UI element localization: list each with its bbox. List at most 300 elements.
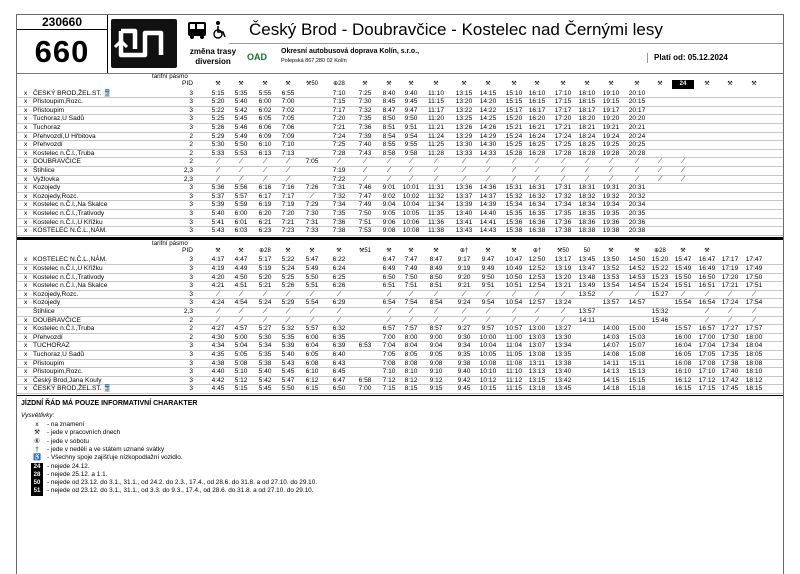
bottom-symbol-header	[17, 247, 783, 256]
vehicle-icons	[187, 19, 237, 41]
departure-time: 6:10	[305, 368, 319, 376]
tariff-zone: 3	[189, 218, 193, 226]
departure-time: 6:19	[258, 201, 272, 209]
departure-time: 4:45	[211, 385, 225, 393]
departure-time: 17:36	[554, 218, 572, 226]
departure-time: 20:21	[628, 124, 646, 131]
section-divider	[17, 237, 783, 240]
stop-name: DOUBRAVČICE	[33, 158, 81, 166]
departure-time: 19:20	[602, 115, 620, 123]
departure-time: 13:34	[554, 342, 572, 350]
departure-time: 5:08	[234, 359, 248, 367]
departure-time: 5:35	[281, 333, 295, 341]
departure-time: 6:25	[332, 273, 346, 281]
departure-time: 6:45	[332, 368, 346, 376]
departure-time: 4:49	[234, 265, 248, 272]
departure-time: 15:13	[628, 368, 646, 376]
request-stop-mark: x	[24, 256, 28, 264]
departure-time: 6:12	[305, 376, 319, 384]
departure-time: 13:13	[528, 368, 546, 376]
top-day-symbol: ⚒	[634, 81, 640, 87]
bottom-day-symbol: 50	[583, 247, 591, 254]
departure-time: 11:31	[427, 184, 444, 192]
route-title: Český Brod - Doubravčice - Kostelec nad Černými lesy	[249, 20, 663, 39]
departure-time: 15:27	[651, 290, 669, 298]
tariff-zone: 3	[189, 376, 193, 384]
departure-time: 13:15	[528, 376, 546, 384]
departure-time: ⟋	[285, 290, 291, 298]
departure-time: 17:15	[554, 98, 572, 106]
request-stop-mark: x	[24, 325, 28, 333]
header-bottom-rule	[17, 73, 783, 74]
departure-time: 14:57	[628, 299, 646, 307]
departure-time: 20:17	[628, 106, 646, 114]
departure-time: 14:30	[479, 141, 497, 149]
departure-time: 9:58	[404, 149, 418, 157]
departure-time: 18:15	[578, 98, 596, 106]
departure-time: 16:50	[698, 273, 716, 281]
legend-text: - jede v sobotu	[47, 437, 89, 445]
departure-time: ⟋	[680, 167, 686, 174]
departure-time: 16:32	[528, 192, 546, 200]
departure-time: ⟋	[560, 290, 566, 298]
legend-mark: 24	[31, 463, 43, 471]
departure-time: 13:39	[455, 201, 473, 209]
stop-name: Kostelec n.Č.l.,Truba	[33, 149, 95, 157]
departure-time: 7:25	[332, 141, 346, 149]
departure-time: ⟋	[511, 316, 517, 324]
departure-time: 4:42	[211, 376, 225, 384]
departure-time: 11:34	[427, 201, 444, 209]
legend-mark: x	[35, 421, 39, 428]
stop-name: Tuchoraz	[33, 124, 61, 131]
departure-time: 9:38	[457, 359, 471, 367]
departure-time: 13:24	[554, 299, 572, 307]
bottom-day-symbol: ⚒	[511, 247, 517, 254]
top-zone-label: tarifní pásmo	[152, 73, 188, 80]
departure-time: 9:20	[457, 273, 471, 281]
departure-time: 7:09	[281, 132, 295, 140]
departure-time: 7:17	[332, 106, 346, 114]
departure-time: 17:10	[554, 89, 572, 97]
legend-text: - Všechny spoje zajišťuje nízkopodlažní vozidlo.	[47, 454, 183, 462]
departure-time: 10:04	[402, 201, 420, 209]
departure-time: 9:10	[429, 368, 443, 376]
departure-time: ⟋	[309, 192, 315, 200]
departure-time: 16:05	[674, 351, 692, 358]
legend-mark: ♿	[33, 454, 41, 462]
departure-time: 16:34	[528, 201, 546, 209]
top-day-symbol: ⚒	[657, 81, 663, 87]
departure-time: 7:32	[358, 106, 372, 114]
departure-time: 6:08	[305, 359, 319, 367]
top-table-row	[17, 210, 783, 219]
departure-time: 13:50	[602, 256, 620, 264]
departure-time: 15:36	[505, 218, 523, 226]
departure-time: 11:35	[427, 210, 444, 217]
departure-time: 6:02	[258, 106, 272, 114]
departure-time: 11:00	[505, 333, 522, 341]
top-day-symbol: ⚒50	[305, 81, 319, 87]
departure-time: 7:00	[281, 98, 295, 106]
legend-text: - nejede 25.12. a 1.1.	[47, 470, 108, 478]
tariff-zone: 3	[189, 265, 193, 272]
departure-time: 5:25	[281, 273, 295, 281]
bottom-day-symbol: ⊕†	[459, 247, 469, 254]
departure-time: 19:17	[602, 106, 620, 114]
departure-time: 8:57	[429, 325, 443, 333]
departure-time: 17:40	[721, 368, 739, 376]
departure-time: 7:53	[358, 227, 372, 235]
departure-time: 4:27	[211, 325, 225, 333]
departure-time: 6:03	[234, 227, 248, 235]
legend-item	[31, 454, 183, 462]
departure-time: 13:47	[578, 265, 596, 272]
departure-time: 11:15	[505, 385, 522, 393]
departure-time: 8:40	[382, 89, 396, 97]
departure-time: ⟋	[511, 175, 517, 183]
departure-time: 6:40	[332, 351, 346, 358]
departure-time: 16:15	[674, 385, 692, 393]
departure-time: 17:24	[554, 132, 572, 140]
top-table-row	[17, 115, 783, 124]
departure-time: 10:04	[479, 342, 497, 350]
departure-time: 8:51	[382, 124, 396, 131]
stop-name: Vyžlovka	[33, 175, 60, 183]
departure-time: 9:04	[429, 342, 443, 350]
departure-time: 5:59	[234, 201, 248, 209]
bottom-table-row	[17, 256, 783, 265]
wheelchair-icon	[214, 21, 225, 38]
departure-time: 19:10	[602, 89, 620, 97]
departure-time: 9:08	[429, 359, 443, 367]
departure-time: 5:54	[305, 299, 319, 307]
departure-time: 7:36	[358, 124, 372, 131]
operator-name: Okresní autobusová doprava Kolín, s.r.o.,	[281, 48, 420, 55]
departure-time: 18:21	[578, 124, 596, 131]
departure-time: 6:50	[382, 273, 396, 281]
departure-time: 7:35	[332, 210, 346, 217]
tariff-zone: 3	[189, 299, 193, 307]
bottom-table-row	[17, 299, 783, 308]
departure-time: 19:36	[602, 218, 620, 226]
departure-time: 15:49	[674, 265, 692, 272]
departure-time: 20:24	[628, 132, 646, 140]
departure-time: 7:33	[305, 227, 319, 235]
departure-time: 7:29	[305, 201, 319, 209]
departure-time: ⟋	[215, 290, 221, 298]
legend-item	[31, 429, 120, 437]
legend-title: Vysvětlivky:	[21, 412, 55, 419]
departure-time: 17:35	[554, 210, 572, 217]
departure-time: ⟋	[336, 316, 342, 324]
departure-time: 12:57	[528, 299, 546, 307]
departure-time: 16:20	[528, 115, 546, 123]
tariff-zone: 3	[189, 106, 193, 114]
departure-time: ⟋	[485, 308, 491, 315]
departure-time: 5:42	[258, 376, 272, 384]
departure-time: 18:12	[745, 376, 763, 384]
departure-time: 9:50	[481, 273, 495, 281]
top-day-symbol: ⚒	[362, 81, 368, 87]
top-day-symbol: ⚒	[408, 81, 414, 87]
departure-time: 14:11	[578, 316, 595, 324]
departure-time: 5:40	[281, 351, 295, 358]
section-divider	[17, 395, 783, 396]
departure-time: ⟋	[461, 316, 467, 324]
departure-time: 11:12	[505, 376, 522, 384]
departure-time: 5:05	[234, 351, 248, 358]
tariff-zone: 3	[189, 210, 193, 217]
departure-time: 13:35	[554, 351, 572, 358]
legend-item	[31, 438, 89, 446]
departure-time: 11:25	[427, 141, 444, 149]
departure-time: 11:20	[427, 115, 444, 123]
departure-time: 7:26	[305, 184, 319, 192]
departure-time: 9:54	[404, 132, 418, 140]
departure-time: 7:51	[358, 218, 372, 226]
stop-name: Kostelec n.Č.l.,U Křížku	[33, 265, 103, 272]
departure-time: 19:24	[602, 132, 620, 140]
departure-time: 8:45	[382, 98, 396, 106]
departure-time: 13:41	[455, 218, 473, 226]
departure-time: 13:20	[455, 98, 473, 106]
bottom-table-row	[17, 274, 783, 283]
legend-item	[31, 487, 314, 495]
departure-time: 6:26	[332, 282, 346, 290]
departure-time: 5:24	[258, 299, 272, 307]
departure-time: 7:46	[358, 184, 372, 192]
stop-name: Kostelec n.Č.l.,Trativody	[33, 273, 105, 281]
stop-name: Kozojedy	[33, 299, 61, 307]
request-stop-mark: x	[24, 192, 28, 200]
departure-time: 20:34	[628, 201, 646, 209]
departure-time: 7:20	[332, 115, 346, 123]
departure-time: 9:51	[481, 282, 495, 290]
departure-time: 5:50	[305, 273, 319, 281]
departure-time: 17:19	[721, 265, 739, 272]
tariff-zone: 3	[189, 256, 193, 264]
departure-time: 5:24	[281, 265, 295, 272]
departure-time: ⟋	[433, 316, 439, 324]
departure-time: ⟋	[485, 158, 491, 166]
departure-time: 7:06	[281, 124, 295, 131]
departure-time: ⟋	[285, 316, 291, 324]
departure-time: 7:30	[305, 210, 319, 217]
departure-time: 13:27	[554, 325, 572, 333]
request-stop-mark: x	[24, 167, 28, 174]
departure-time: 16:47	[698, 256, 716, 264]
request-stop-mark: x	[24, 132, 28, 140]
departure-time: ⟋	[560, 175, 566, 183]
tariff-zone: 3	[189, 98, 193, 106]
departure-time: ⟋	[215, 175, 221, 183]
departure-time: 5:41	[211, 218, 225, 226]
departure-time: 19:21	[602, 124, 620, 131]
departure-time: 7:05	[281, 115, 295, 123]
departure-time: 17:51	[745, 282, 763, 290]
top-table-row	[17, 150, 783, 159]
departure-time: 17:12	[698, 376, 716, 384]
departure-time: 6:17	[258, 192, 272, 200]
departure-time: ⟋	[238, 167, 244, 174]
departure-time: 7:10	[281, 141, 295, 149]
bottom-table-row	[17, 368, 783, 377]
departure-time: 13:00	[528, 325, 546, 333]
departure-time: ⟋	[534, 316, 540, 324]
departure-time: 13:07	[528, 342, 546, 350]
departure-time: 18:15	[745, 385, 763, 393]
departure-time: 14:00	[602, 325, 620, 333]
request-stop-mark: x	[24, 210, 28, 217]
departure-time: 5:43	[281, 359, 295, 367]
departure-time: 13:21	[554, 282, 572, 290]
bottom-day-symbol: ⚒50	[556, 247, 570, 254]
stop-name: ČESKÝ BROD,ŽEL.ST. 🚆	[33, 89, 112, 97]
departure-time: 7:20	[281, 210, 295, 217]
legend-text: - na znamení	[47, 421, 85, 428]
departure-time: 19:25	[602, 141, 620, 149]
departure-time: 7:28	[332, 149, 346, 157]
departure-time: 9:30	[457, 333, 471, 341]
departure-time: ⟋	[362, 167, 368, 174]
departure-time: ⟋	[680, 175, 686, 183]
stop-name: Tuchoraz,U Sadů	[33, 115, 85, 123]
tariff-zone: 3	[189, 184, 193, 192]
departure-time: 5:50	[234, 141, 248, 149]
departure-time: ⟋	[634, 167, 640, 174]
departure-time: ⟋	[433, 290, 439, 298]
departure-time: ⟋	[238, 158, 244, 166]
departure-time: 9:57	[481, 325, 495, 333]
bottom-day-symbol: ⚒	[608, 247, 614, 254]
departure-time: 5:04	[234, 342, 248, 350]
stop-name: Kozojedy	[33, 184, 61, 192]
departure-time: 13:40	[455, 210, 473, 217]
request-stop-mark: x	[24, 124, 28, 131]
departure-time: ⟋	[386, 290, 392, 298]
departure-time: 18:10	[745, 368, 763, 376]
request-stop-mark: x	[24, 115, 28, 123]
top-day-symbol: ⚒	[511, 81, 517, 87]
departure-time: 4:24	[211, 299, 225, 307]
departure-time: 5:00	[234, 333, 248, 341]
departure-time: 9:05	[429, 351, 443, 358]
departure-time: 5:46	[234, 124, 248, 131]
departure-time: 5:27	[258, 325, 272, 333]
departure-time: 7:47	[358, 192, 372, 200]
request-stop-mark: x	[24, 98, 28, 106]
departure-time: 17:10	[698, 368, 716, 376]
stop-name: Kostelec n.Č.l.,Na Skalce	[33, 201, 108, 209]
departure-time: 9:27	[457, 325, 471, 333]
departure-time: 12:53	[528, 273, 546, 281]
departure-time: 14:08	[602, 351, 620, 358]
bottom-day-symbol: ⚒	[285, 247, 291, 254]
departure-time: 15:28	[505, 149, 523, 157]
stop-name: Přehvozdí	[33, 141, 63, 149]
departure-time: 6:51	[382, 282, 396, 290]
departure-time: 7:31	[305, 218, 319, 226]
departure-time: 6:49	[382, 265, 396, 272]
departure-time: 4:30	[211, 333, 225, 341]
departure-time: 16:24	[528, 132, 546, 140]
top-table-row	[17, 124, 783, 133]
departure-time: 5:20	[258, 273, 272, 281]
departure-time: 9:15	[429, 385, 443, 393]
departure-time: 15:54	[674, 299, 692, 307]
departure-time: 8:04	[404, 342, 418, 350]
tariff-zone: 3	[189, 351, 193, 358]
departure-time: ⟋	[336, 158, 342, 166]
departure-time: 5:26	[211, 124, 225, 131]
departure-time: 13:26	[455, 124, 473, 131]
departure-time: ⟋	[433, 167, 439, 174]
departure-time: ⟋	[534, 175, 540, 183]
stop-name: Štíhlice	[33, 167, 55, 174]
departure-time: 14:50	[628, 256, 646, 264]
departure-time: 17:17	[721, 256, 739, 264]
header-divider	[229, 43, 783, 44]
line-code: 230660	[17, 15, 108, 30]
departure-time: 15:32	[651, 308, 669, 315]
departure-time: ⟋	[309, 316, 315, 324]
departure-time: 16:10	[674, 368, 692, 376]
departure-time: 5:36	[211, 184, 225, 192]
departure-time: 5:39	[281, 342, 295, 350]
departure-time: 11:15	[427, 98, 444, 106]
legend-mark: 50	[31, 479, 43, 487]
tariff-zone: 2	[189, 333, 193, 341]
departure-time: 5:49	[305, 265, 319, 272]
bottom-day-symbol: ⚒	[386, 247, 392, 254]
departure-time: ⟋	[727, 290, 733, 298]
tariff-zone: 2,3	[183, 308, 193, 315]
departure-time: 7:23	[281, 227, 295, 235]
departure-time: 7:34	[332, 201, 346, 209]
bottom-day-symbol: ⚒	[634, 247, 640, 254]
departure-time: 5:37	[211, 192, 225, 200]
departure-time: ⟋	[534, 308, 540, 315]
request-stop-mark: x	[24, 282, 28, 290]
departure-time: 7:39	[358, 132, 372, 140]
departure-time: ⟋	[362, 158, 368, 166]
departure-time: ⟋	[584, 175, 590, 183]
departure-time: 13:52	[578, 290, 596, 298]
departure-time: 16:57	[698, 325, 716, 333]
bottom-day-symbol: ⊕†	[532, 247, 542, 254]
request-stop-mark: x	[24, 149, 28, 157]
departure-time: ⟋	[285, 158, 291, 166]
departure-time: 10:50	[505, 273, 523, 281]
departure-time: 5:40	[234, 98, 248, 106]
departure-time: ⟋	[262, 167, 268, 174]
departure-time: ⟋	[362, 175, 368, 183]
departure-time: 9:02	[382, 192, 396, 200]
departure-time: ⟋	[461, 175, 467, 183]
departure-time: 4:35	[211, 351, 225, 358]
departure-time: ⟋	[461, 308, 467, 315]
departure-time: 7:47	[404, 256, 418, 264]
departure-time: 15:24	[651, 282, 669, 290]
top-table-row	[17, 90, 783, 99]
departure-time: 10:05	[402, 210, 420, 217]
departure-time: 12:52	[528, 265, 546, 272]
departure-time: 5:38	[258, 359, 272, 367]
departure-time: 15:25	[505, 141, 523, 149]
bottom-table-row	[17, 291, 783, 300]
departure-time: ⟋	[408, 167, 414, 174]
